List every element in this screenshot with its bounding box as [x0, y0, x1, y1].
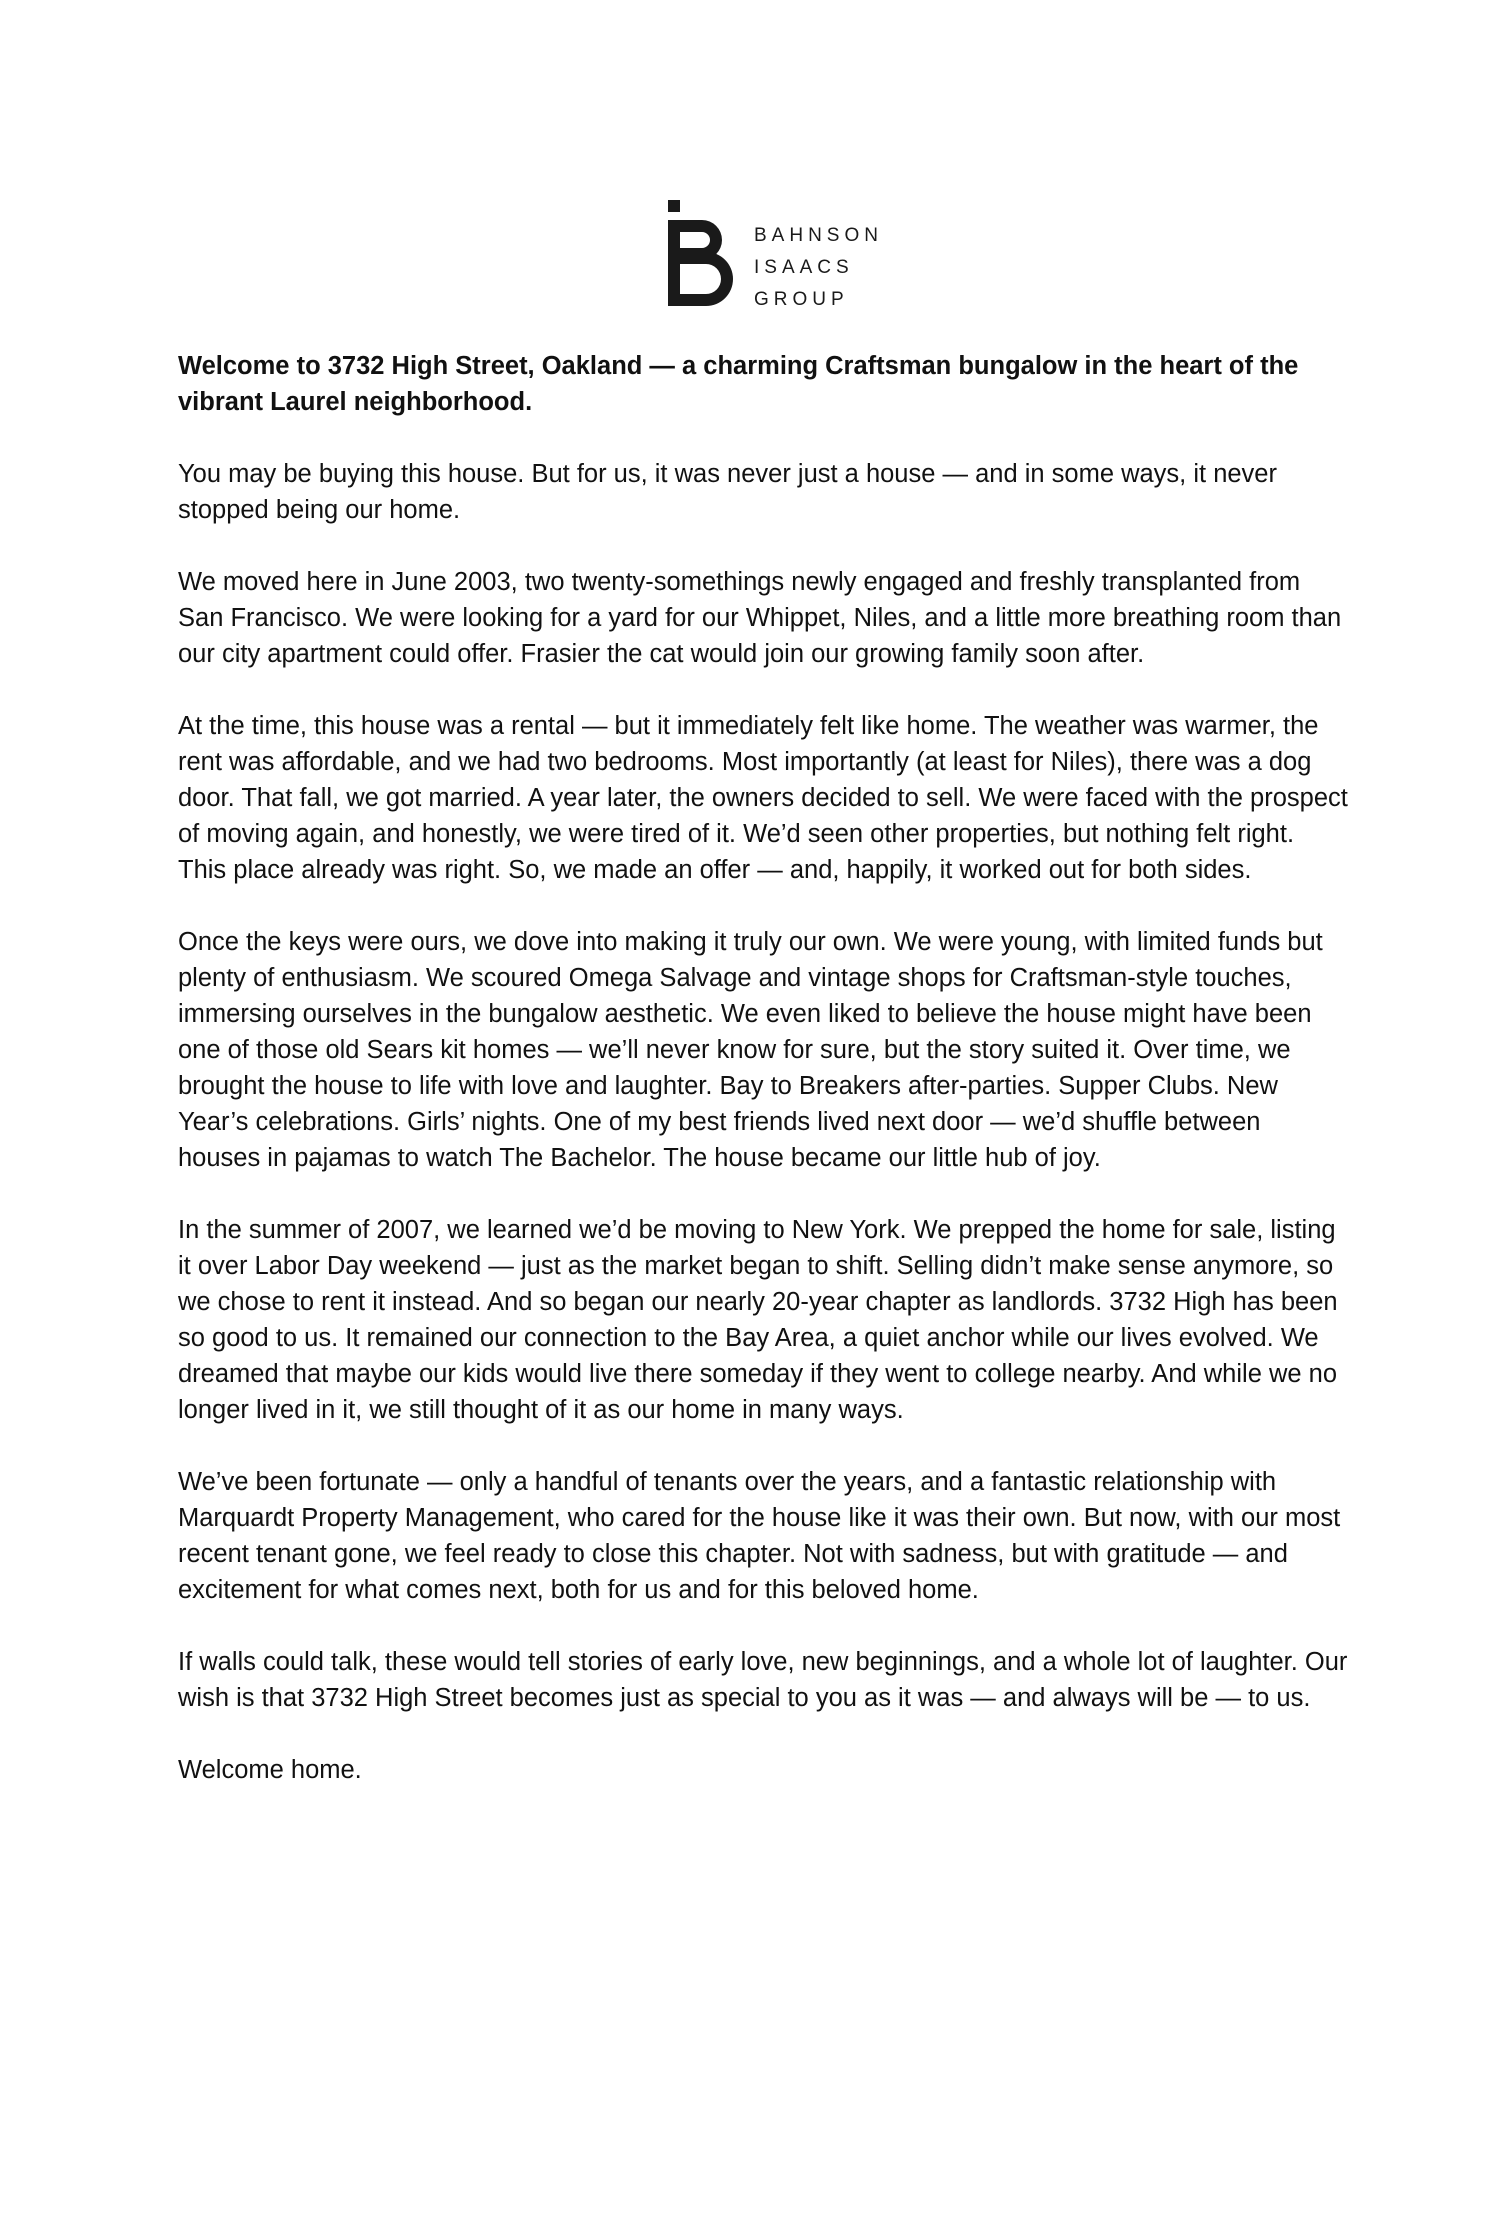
letterhead-logo — [668, 200, 908, 310]
letter-paragraph: We’ve been fortunate — only a handful of tenants over the years, and a fantastic relationship with Marquardt Property Management, who cared for the house like it was their own. But now, with our most recent tenant gone, we feel ready to close this chapter. Not with sadness, but with gratitude — and excitement for what comes next, both for us and for this beloved home. — [178, 1468, 1341, 1604]
logo-line: GROUP — [754, 289, 849, 310]
letter-headline: Welcome to 3732 High Street, Oakland — a charming Craftsman bungalow in the heart of the vibrant Laurel neighborhood. — [178, 352, 1299, 416]
letter-paragraph: We moved here in June 2003, two twenty-somethings newly engaged and freshly transplanted from San Francisco. We were looking for a yard for our Whippet, Niles, and a little more breathing room than our city apartment could offer. Frasier the cat would join our growing family soon after. — [178, 568, 1342, 668]
letter-paragraph: At the time, this house was a rental — but it immediately felt like home. The weather was warmer, the rent was affordable, and we had two bedrooms. Most importantly (at least for Niles), there was a dog door. That fall, we got married. A year later, the owners decided to sell. We were faced with the prospect of moving again, and honestly, we were tired of it. We’d seen other properties, but nothing felt right. This place already was right. So, we made an offer — and, happily, it worked out for both sides. — [178, 712, 1348, 884]
letter-paragraph: If walls could talk, these would tell stories of early love, new beginnings, and a whole lot of laughter. Our wish is that 3732 High Street becomes just as special to you as it was — and always will be — to us. — [178, 1648, 1348, 1712]
letter-paragraph: In the summer of 2007, we learned we’d be moving to New York. We prepped the home for sale, listing it over Labor Day weekend — just as the market began to shift. Selling didn’t make sense anymore, so we chose to rent it instead. And so began our nearly 20-year chapter as landlords. 3732 High has been so good to us. It remained our connection to the Bay Area, a quiet anchor while our lives evolved. We dreamed that maybe our kids would live there someday if they went to college nearby. And while we no longer lived in it, we still thought of it as our home in many ways. — [178, 1216, 1338, 1424]
letter-body — [178, 348, 1348, 1824]
letter-paragraph: You may be buying this house. But for us, it was never just a house — and in some ways, it never stopped being our home. — [178, 460, 1277, 524]
letter-closing: Welcome home. — [178, 1756, 362, 1784]
logo-line: ISAACS — [754, 257, 854, 278]
logo-line: BAHNSON — [754, 225, 883, 246]
letter-paragraph: Once the keys were ours, we dove into making it truly our own. We were young, with limited funds but plenty of enthusiasm. We scoured Omega Salvage and vintage shops for Craftsman-style touches, immersing ourselves in the bungalow aesthetic. We even liked to believe the house might have been one of those old Sears kit homes — we’ll never know for sure, but the story suited it. Over time, we brought the house to life with love and laughter. Bay to Breakers after-parties. Supper Clubs. New Year’s celebrations. Girls’ nights. One of my best friends lived next door — we’d shuffle between houses in pajamas to watch The Bachelor. The house became our little hub of joy. — [178, 928, 1323, 1172]
bahnson-isaacs-group-logo-mark — [668, 200, 736, 306]
logo-wordmark — [754, 220, 914, 316]
